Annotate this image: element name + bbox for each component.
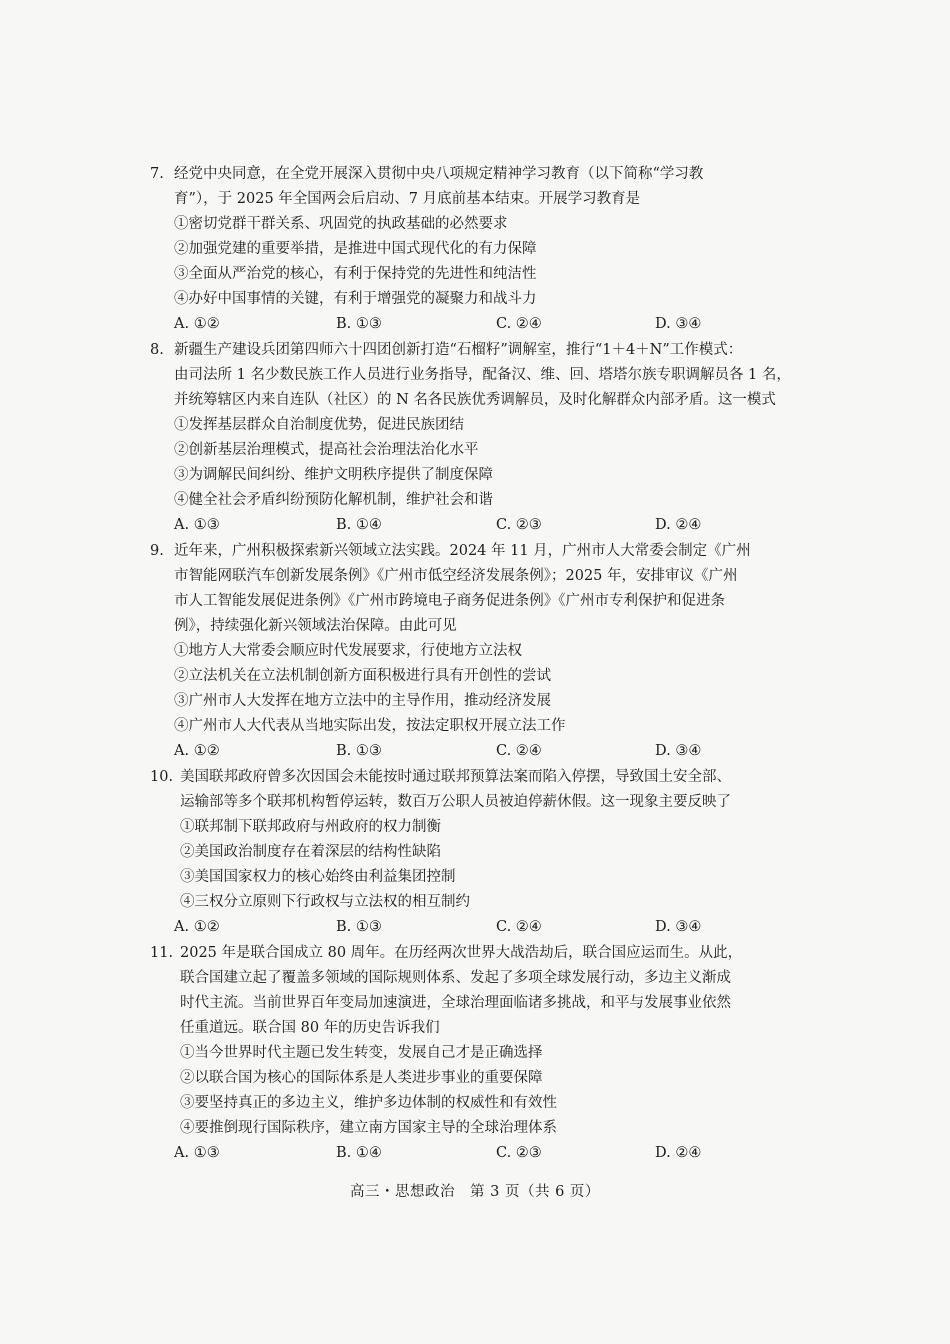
question-stem-line: 运输部等多个联邦机构暂停运转，数百万公职人员被迫停薪休假。这一现象主要反映了 (180, 794, 731, 810)
choice-c: C. ②④ (496, 316, 542, 332)
choice-c: C. ②④ (496, 743, 542, 759)
choice-d: D. ②④ (655, 517, 702, 533)
question-stem-line: 市智能网联汽车创新发展条例》《广州市低空经济发展条例》；2025 年，安排审议《广州 (174, 568, 738, 584)
answer-choices (150, 915, 810, 940)
question-stem-line: 联合国建立起了覆盖多领域的国际规则体系、发起了多项全球发展行动，多边主义渐成 (180, 970, 731, 986)
question-number: 8. (150, 342, 164, 358)
choice-d: D. ③④ (655, 919, 702, 935)
statement-item: ②创新基层治理模式，提高社会治理法治化水平 (174, 442, 479, 458)
question-number: 7. (150, 166, 164, 182)
question-stem-line: 新疆生产建设兵团第四师六十四团创新打造“石榴籽”调解室，推行“1＋4＋N”工作模式： (174, 342, 743, 358)
statement-item: ④健全社会矛盾纠纷预防化解机制，维护社会和谐 (174, 492, 493, 508)
statement-item: ①地方人大常委会顺应时代发展要求，行使地方立法权 (174, 643, 522, 659)
statement-item: ③美国国家权力的核心始终由利益集团控制 (180, 869, 456, 885)
question-9 (150, 539, 810, 764)
choice-b: B. ①③ (336, 316, 382, 332)
question-stem-line: 美国联邦政府曾多次因国会未能按时通过联邦预算法案而陷入停摆，导致国土安全部、 (180, 769, 731, 785)
statement-item: ③全面从严治党的核心，有利于保持党的先进性和纯洁性 (174, 266, 537, 282)
choice-d: D. ②④ (655, 1145, 702, 1161)
question-stem-line: 例》，持续强化新兴领域法治保障。由此可见 (174, 618, 457, 634)
question-number: 9. (150, 543, 164, 559)
page-footer: 高三・思想政治 第 3 页（共 6 页） (350, 1184, 600, 1200)
question-stem-line: 市人工智能发展促进条例》《广州市跨境电子商务促进条例》《广州市专利保护和促进条 (174, 593, 725, 609)
statement-item: ③广州市人大发挥在地方立法中的主导作用，推动经济发展 (174, 693, 551, 709)
choice-c: C. ②③ (496, 517, 542, 533)
choice-b: B. ①③ (336, 743, 382, 759)
choice-a: A. ①② (174, 316, 220, 332)
question-stem-line: 任重道远。联合国 80 年的历史告诉我们 (180, 1020, 440, 1036)
question-number: 10. (150, 769, 174, 785)
statement-item: ①发挥基层群众自治制度优势，促进民族团结 (174, 417, 464, 433)
statement-item: ②立法机关在立法机制创新方面积极进行具有开创性的尝试 (174, 668, 551, 684)
choice-c: C. ②④ (496, 919, 542, 935)
choice-c: C. ②③ (496, 1145, 542, 1161)
statement-item: ③要坚持真正的多边主义，维护多边体制的权威性和有效性 (180, 1095, 557, 1111)
answer-choices (150, 513, 810, 538)
question-stem-line: 经党中央同意，在全党开展深入贯彻中央八项规定精神学习教育（以下简称“学习教 (174, 166, 704, 182)
question-8 (150, 338, 810, 538)
choice-a: A. ①③ (174, 517, 220, 533)
statement-item: ④广州市人大代表从当地实际出发，按法定职权开展立法工作 (174, 718, 566, 734)
answer-choices (150, 739, 810, 764)
choice-d: D. ③④ (655, 743, 702, 759)
statement-item: ③为调解民间纠纷、维护文明秩序提供了制度保障 (174, 467, 493, 483)
choice-d: D. ③④ (655, 316, 702, 332)
choice-a: A. ①② (174, 919, 220, 935)
statement-item: ②以联合国为核心的国际体系是人类进步事业的重要保障 (180, 1070, 543, 1086)
question-stem-line: 近年来，广州积极探索新兴领域立法实践。2024 年 11 月，广州市人大常委会制定《广州 (174, 543, 751, 559)
statement-item: ④三权分立原则下行政权与立法权的相互制约 (180, 894, 470, 910)
statement-item: ④办好中国事情的关键，有利于增强党的凝聚力和战斗力 (174, 291, 537, 307)
answer-choices (150, 1141, 810, 1166)
statement-item: ②加强党建的重要举措，是推进中国式现代化的有力保障 (174, 241, 537, 257)
statement-item: ①当今世界时代主题已发生转变，发展自己才是正确选择 (180, 1045, 543, 1061)
statement-item: ①密切党群干群关系、巩固党的执政基础的必然要求 (174, 216, 508, 232)
statement-item: ①联邦制下联邦政府与州政府的权力制衡 (180, 819, 441, 835)
question-stem-line: 育”），于 2025 年全国两会后启动、7 月底前基本结束。开展学习教育是 (174, 191, 641, 207)
question-number: 11. (150, 945, 174, 961)
answer-choices (150, 312, 810, 337)
statement-item: ④要推倒现行国际秩序，建立南方国家主导的全球治理体系 (180, 1120, 557, 1136)
question-stem-line: 时代主流。当前世界百年变局加速演进，全球治理面临诸多挑战，和平与发展事业依然 (180, 995, 731, 1011)
choice-b: B. ①③ (336, 919, 382, 935)
question-7 (150, 162, 810, 337)
choice-b: B. ①④ (336, 1145, 382, 1161)
question-10 (150, 765, 810, 940)
question-stem-line: 由司法所 1 名少数民族工作人员进行业务指导，配备汉、维、回、塔塔尔族专职调解员各 1 名， (174, 367, 791, 383)
question-stem-line: 并统筹辖区内来自连队（社区）的 N 名各民族优秀调解员，及时化解群众内部矛盾。这一模式 (174, 392, 776, 408)
choice-a: A. ①② (174, 743, 220, 759)
question-stem-line: 2025 年是联合国成立 80 周年。在历经两次世界大战浩劫后，联合国应运而生。从此， (180, 945, 743, 961)
statement-item: ②美国政治制度存在着深层的结构性缺陷 (180, 844, 441, 860)
choice-a: A. ①③ (174, 1145, 220, 1161)
choice-b: B. ①④ (336, 517, 382, 533)
question-11 (150, 941, 810, 1166)
